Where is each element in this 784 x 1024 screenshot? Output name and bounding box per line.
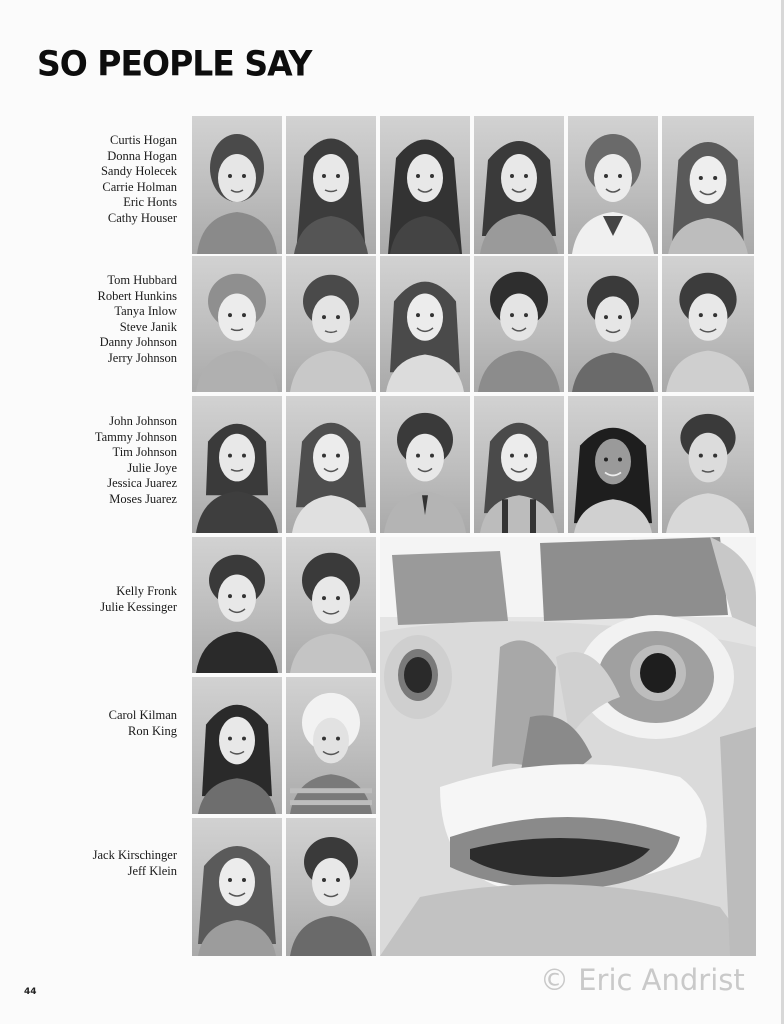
student-portrait: [662, 256, 754, 392]
student-portrait: [286, 677, 376, 814]
name-list-row-6: [93, 848, 177, 879]
student-portrait: [286, 256, 376, 392]
student-portrait: [192, 677, 282, 814]
student-name: Tom Hubbard: [107, 273, 177, 287]
student-name: Tim Johnson: [112, 445, 177, 460]
student-name: Moses Juarez: [109, 491, 177, 506]
student-name: Julie Kessinger: [100, 599, 177, 614]
student-name: John Johnson: [109, 414, 177, 428]
student-portrait: [286, 396, 376, 533]
student-name: Robert Hunkins: [97, 288, 177, 303]
student-portrait: [568, 396, 658, 533]
student-name: Jack Kirschinger: [92, 848, 177, 862]
student-portrait: [286, 818, 376, 956]
student-portrait: [474, 116, 564, 254]
student-portrait: [662, 396, 754, 533]
student-name: Jerry Johnson: [107, 350, 177, 365]
student-portrait: [192, 818, 282, 956]
student-portrait: [286, 537, 376, 673]
student-portrait: [192, 537, 282, 673]
student-portrait: [662, 116, 754, 254]
student-name: Ron King: [128, 723, 177, 738]
student-name: Jessica Juarez: [107, 476, 177, 491]
student-name: Steve Janik: [119, 319, 177, 334]
page-title: SO PEOPLE SAY: [37, 43, 312, 84]
name-list-row-3: [95, 414, 177, 508]
name-list-row-4: [100, 584, 177, 615]
student-portrait: [568, 256, 658, 392]
student-name: Tanya Inlow: [114, 304, 177, 319]
student-portrait: [192, 256, 282, 392]
student-name: Cathy Houser: [107, 210, 177, 225]
student-portrait: [192, 116, 282, 254]
name-list-row-1: [101, 133, 177, 227]
student-name: Danny Johnson: [99, 335, 177, 350]
student-portrait: [192, 396, 282, 533]
student-portrait: [568, 116, 658, 254]
page-number: 44: [24, 987, 37, 997]
copyright-watermark: © Eric Andrist: [540, 963, 745, 997]
student-name: Curtis Hogan: [109, 133, 177, 147]
totem-pole-photo: [380, 537, 756, 956]
student-name: Tammy Johnson: [94, 429, 177, 444]
student-name: Sandy Holecek: [100, 164, 177, 179]
student-name: Jeff Klein: [127, 863, 177, 878]
student-name: Donna Hogan: [107, 148, 177, 163]
name-list-row-5: [109, 708, 177, 739]
student-portrait: [286, 116, 376, 254]
student-name: Julie Joye: [127, 460, 177, 475]
student-portrait: [380, 396, 470, 533]
name-list-row-2: [97, 273, 177, 367]
student-portrait: [474, 256, 564, 392]
student-portrait: [380, 116, 470, 254]
student-portrait: [474, 396, 564, 533]
student-portrait: [380, 256, 470, 392]
student-name: Eric Honts: [123, 195, 177, 210]
student-name: Kelly Fronk: [116, 584, 177, 598]
student-name: Carrie Holman: [102, 179, 177, 194]
student-name: Carol Kilman: [108, 708, 177, 722]
